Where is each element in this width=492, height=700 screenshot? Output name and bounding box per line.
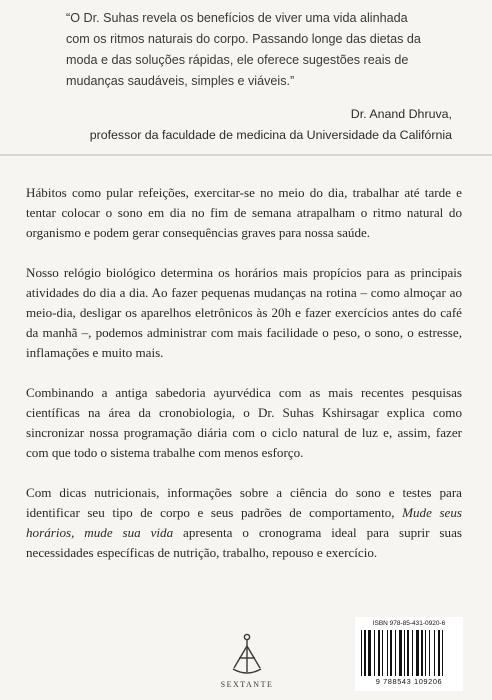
isbn-label: ISBN 978-85-431-0920-6 (372, 620, 446, 627)
description-paragraph: Hábitos como pular refeições, exercitar-se no meio do dia, trabalhar até tarde e tentar colocar o sono em dia no fim de semana atrapalham o ritmo natural do organismo e podem gerar consequências graves para nossa saúde. (26, 185, 462, 240)
description-paragraph: Nosso relógio biológico determina os horários mais propícios para as principais atividades do dia a dia. Ao fazer pequenas mudanças na rotina – como almoçar ao meio-dia, desligar os aparelhos eletrônicos às 20h e fazer exercícios antes do café da manhã –, podemos administrar com mais facilidade o peso, o sono, o estresse, inflamações e muito mais. (26, 265, 462, 360)
section-divider (0, 154, 492, 156)
book-description (26, 183, 462, 583)
publisher-name: SEXTANTE (220, 680, 274, 689)
barcode-number: 9 788543 109206 (375, 677, 443, 686)
quote-author-role: professor da faculdade de medicina da Universidade da Califórnia (89, 128, 452, 142)
barcode (355, 617, 463, 691)
description-paragraph: Combinando a antiga sabedoria ayurvédica com as mais recentes pesquisas científicas na área da cronobiologia, o Dr. Suhas Kshirsagar explica como sincronizar nossa programação diária com o ciclo natural de luz e, assim, fazer com que todo o sistema trabalhe com menos esforço. (26, 385, 462, 460)
quote-line: “O Dr. Suhas revela os benefícios de viver uma vida alinhada (66, 11, 408, 25)
quote-line: com os ritmos naturais do corpo. Passando longe das dietas da (66, 32, 421, 46)
quote-author: Dr. Anand Dhruva, (350, 107, 452, 121)
endorsement-quote (66, 8, 470, 92)
quote-line: moda e das soluções rápidas, ele oferece sugestões reais de (66, 53, 409, 67)
final-paragraph-intro: Com dicas nutricionais, informações sobre a ciência do sono e testes para identificar seu tipo de corpo e seus padrões de comportamento, (26, 485, 462, 520)
quote-line: mudanças saudáveis, simples e viáveis.” (66, 74, 295, 88)
book-title: Mude seus horários, mude sua vida (26, 505, 462, 540)
barcode-bars (361, 630, 459, 676)
final-paragraph-end: apresenta o cronograma ideal para suprir suas necessidades específicas de nutrição, trabalho, repouso e exercício. (26, 525, 462, 560)
sextant-icon (229, 632, 265, 678)
description-paragraph-final (26, 483, 462, 563)
publisher-logo (217, 632, 277, 696)
